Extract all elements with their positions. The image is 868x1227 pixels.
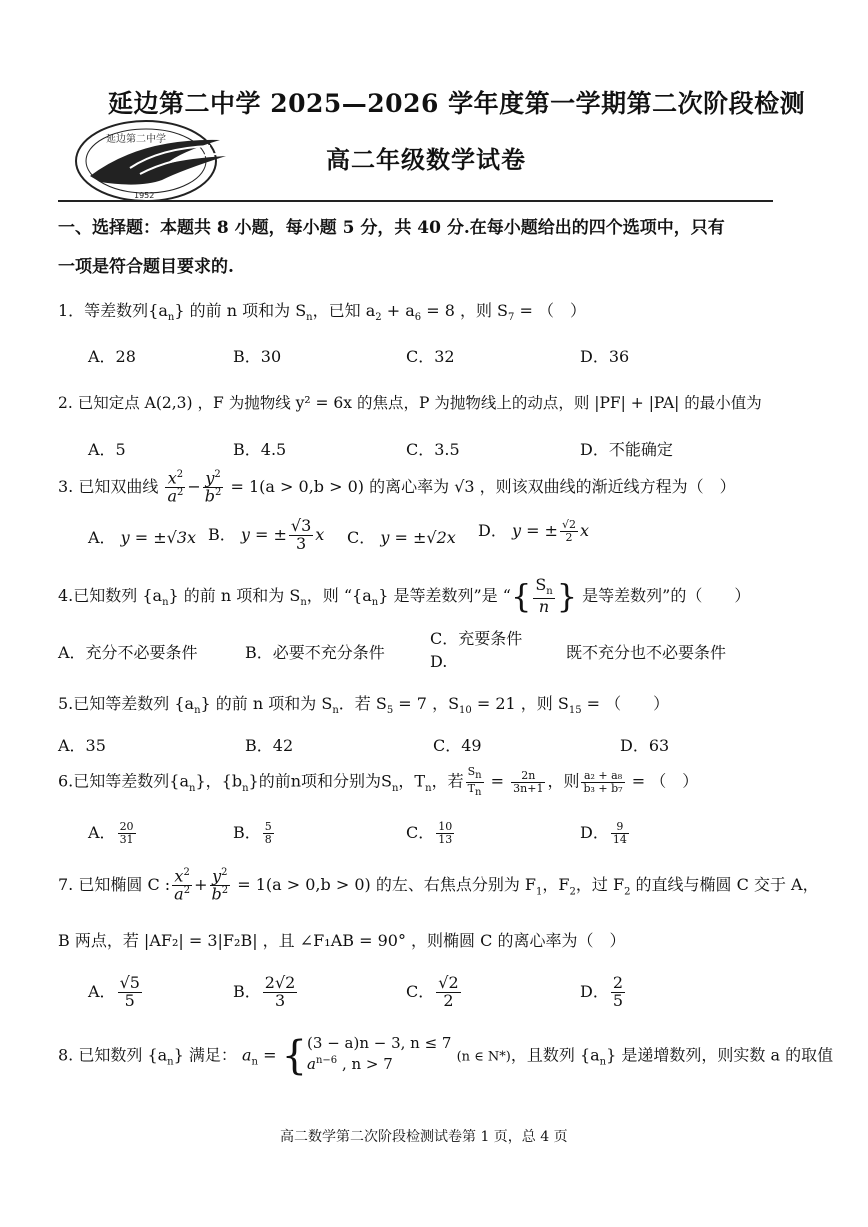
question-5: 5.已知等差数列 $\{a_n\}$ 的前 n 项和为 $S_n$．若 $S_5 = 7$ ，$S_{10} = 21$ ，则 $S_{15}$ = （ ） [58,694,670,717]
question-3: 3. 已知双曲线 $\frac{x^2}{a^2}$ − $\frac{y^2}{b^2}$ = 1(a > 0,b > 0) 的离心率为 √3 ，则该双曲线的渐近线方程为（ ） [58,468,736,506]
q7-option-c: C． $\frac{√2}{2}$ [406,973,459,1010]
q2-option-d: D．不能确定 [580,440,673,459]
header-divider [58,200,773,202]
q4-option-d-label: D. [430,652,448,671]
q4-option-b: B．必要不充分条件 [245,643,385,662]
logo-text: 延边第二中学 [106,134,166,145]
q6-option-a: A． $\frac{20}{31}$ [88,820,134,846]
school-logo [70,118,230,204]
q5-option-a: A．35 [58,736,106,755]
q1-option-a: A．28 [88,347,136,366]
q3-option-b: B． y = ± $\frac{√3}{3}$ x [208,516,325,553]
q3-option-a: A． y = ±√3x [88,528,197,547]
q3-option-c: C． y = ±√2x [347,528,456,547]
q7-option-b: B． $\frac{2√2}{3}$ [233,973,296,1010]
q1-option-b: B．30 [233,347,282,366]
q6-option-c: C． $\frac{10}{13}$ [406,820,453,846]
q5-option-d: D．63 [620,736,670,755]
section-heading-line2: 一项是符合题目要求的. [58,257,234,277]
exam-subtitle: 高二年级数学试卷 [326,145,526,174]
q1-option-d: D．36 [580,347,630,366]
q7-option-d: D． $\frac{2}{5}$ [580,973,624,1010]
q4-option-a: A．充分不必要条件 [58,643,198,662]
question-2: 2. 已知定点 A(2,3) ，F 为抛物线 y² = 6x 的焦点，P 为抛物线上的动点，则 |PF| + |PA| 的最小值为 [58,394,762,412]
question-6: 6.已知等差数列$\{a_n\}$，$\{b_n\}$的前n项和分别为$S_n$，$T_n$，若 $\frac{S_n}{T_n}$ = $\frac{2n}{3n+1}$ ，则 $\frac{\text{a₂ + a₈}}{\text{b₃ + b₇}}$ = （ ） [58,765,699,798]
q6-option-b: B． $\frac{5}{8}$ [233,820,272,846]
question-7-line1: 7. 已知椭圆 C : $\frac{x^2}{a^2}$ + $\frac{y^2}{b^2}$ = 1(a > 0,b > 0) 的左、右焦点分别为 $F_1$，$F_2$，过 $F_2$ 的直线与椭圆 C 交于 A， [58,866,819,904]
q5-option-c: C．49 [433,736,482,755]
q3-option-d: D． y = ± $\frac{√2}{2}$ x [478,518,590,544]
q5-option-b: B．42 [245,736,294,755]
question-4: 4.已知数列 $\{a_n\}$ 的前 n 项和为 $S_n$，则 “$\{a_n\}$ 是等差数列”是 “{ $\frac{S_n}{n}$ } 是等差数列”的（ ） [58,575,751,616]
exam-title: 延边第二中学 2025—2026 学年度第一学期第二次阶段检测 [108,89,806,118]
q2-option-a: A．5 [88,440,126,459]
q2-option-c: C．3.5 [406,440,460,459]
question-8: 8. 已知数列 $\{a_n\}$ 满足： $a_n$ = { (3 − a)n − 3, n ≤ 7 $a^{n-6}$ , n > 7 (n ∈ N*)，且数列 $\{a_n\}$ 是递增数列，则实数 a 的取值 [58,1033,834,1079]
q2-option-b: B．4.5 [233,440,287,459]
question-1: 1．等差数列$\{a_n\}$ 的前 n 项和为 $S_n$，已知 $a_2 + a_6 = 8$ ，则 $S_7$ = （ ） [58,301,586,324]
logo-year: 1952 [134,191,155,200]
section-heading-line1: 一、选择题：本题共 8 小题，每小题 5 分，共 40 分.在每小题给出的四个选项中，只有 [58,218,725,238]
q4-option-c: C．充要条件 [430,629,523,648]
question-7-line2: B 两点，若 |AF₂| = 3|F₂B| ，且 ∠F₁AB = 90° ，则椭圆 C 的离心率为（ ） [58,931,626,950]
q1-option-c: C．32 [406,347,455,366]
q7-option-a: A． $\frac{√5}{5}$ [88,973,140,1010]
page-footer: 高二数学第二次阶段检测试卷第 1 页，总 4 页 [280,1129,568,1145]
q6-option-d: D． $\frac{9}{14}$ [580,820,627,846]
q4-option-d: 既不充分也不必要条件 [566,643,727,662]
